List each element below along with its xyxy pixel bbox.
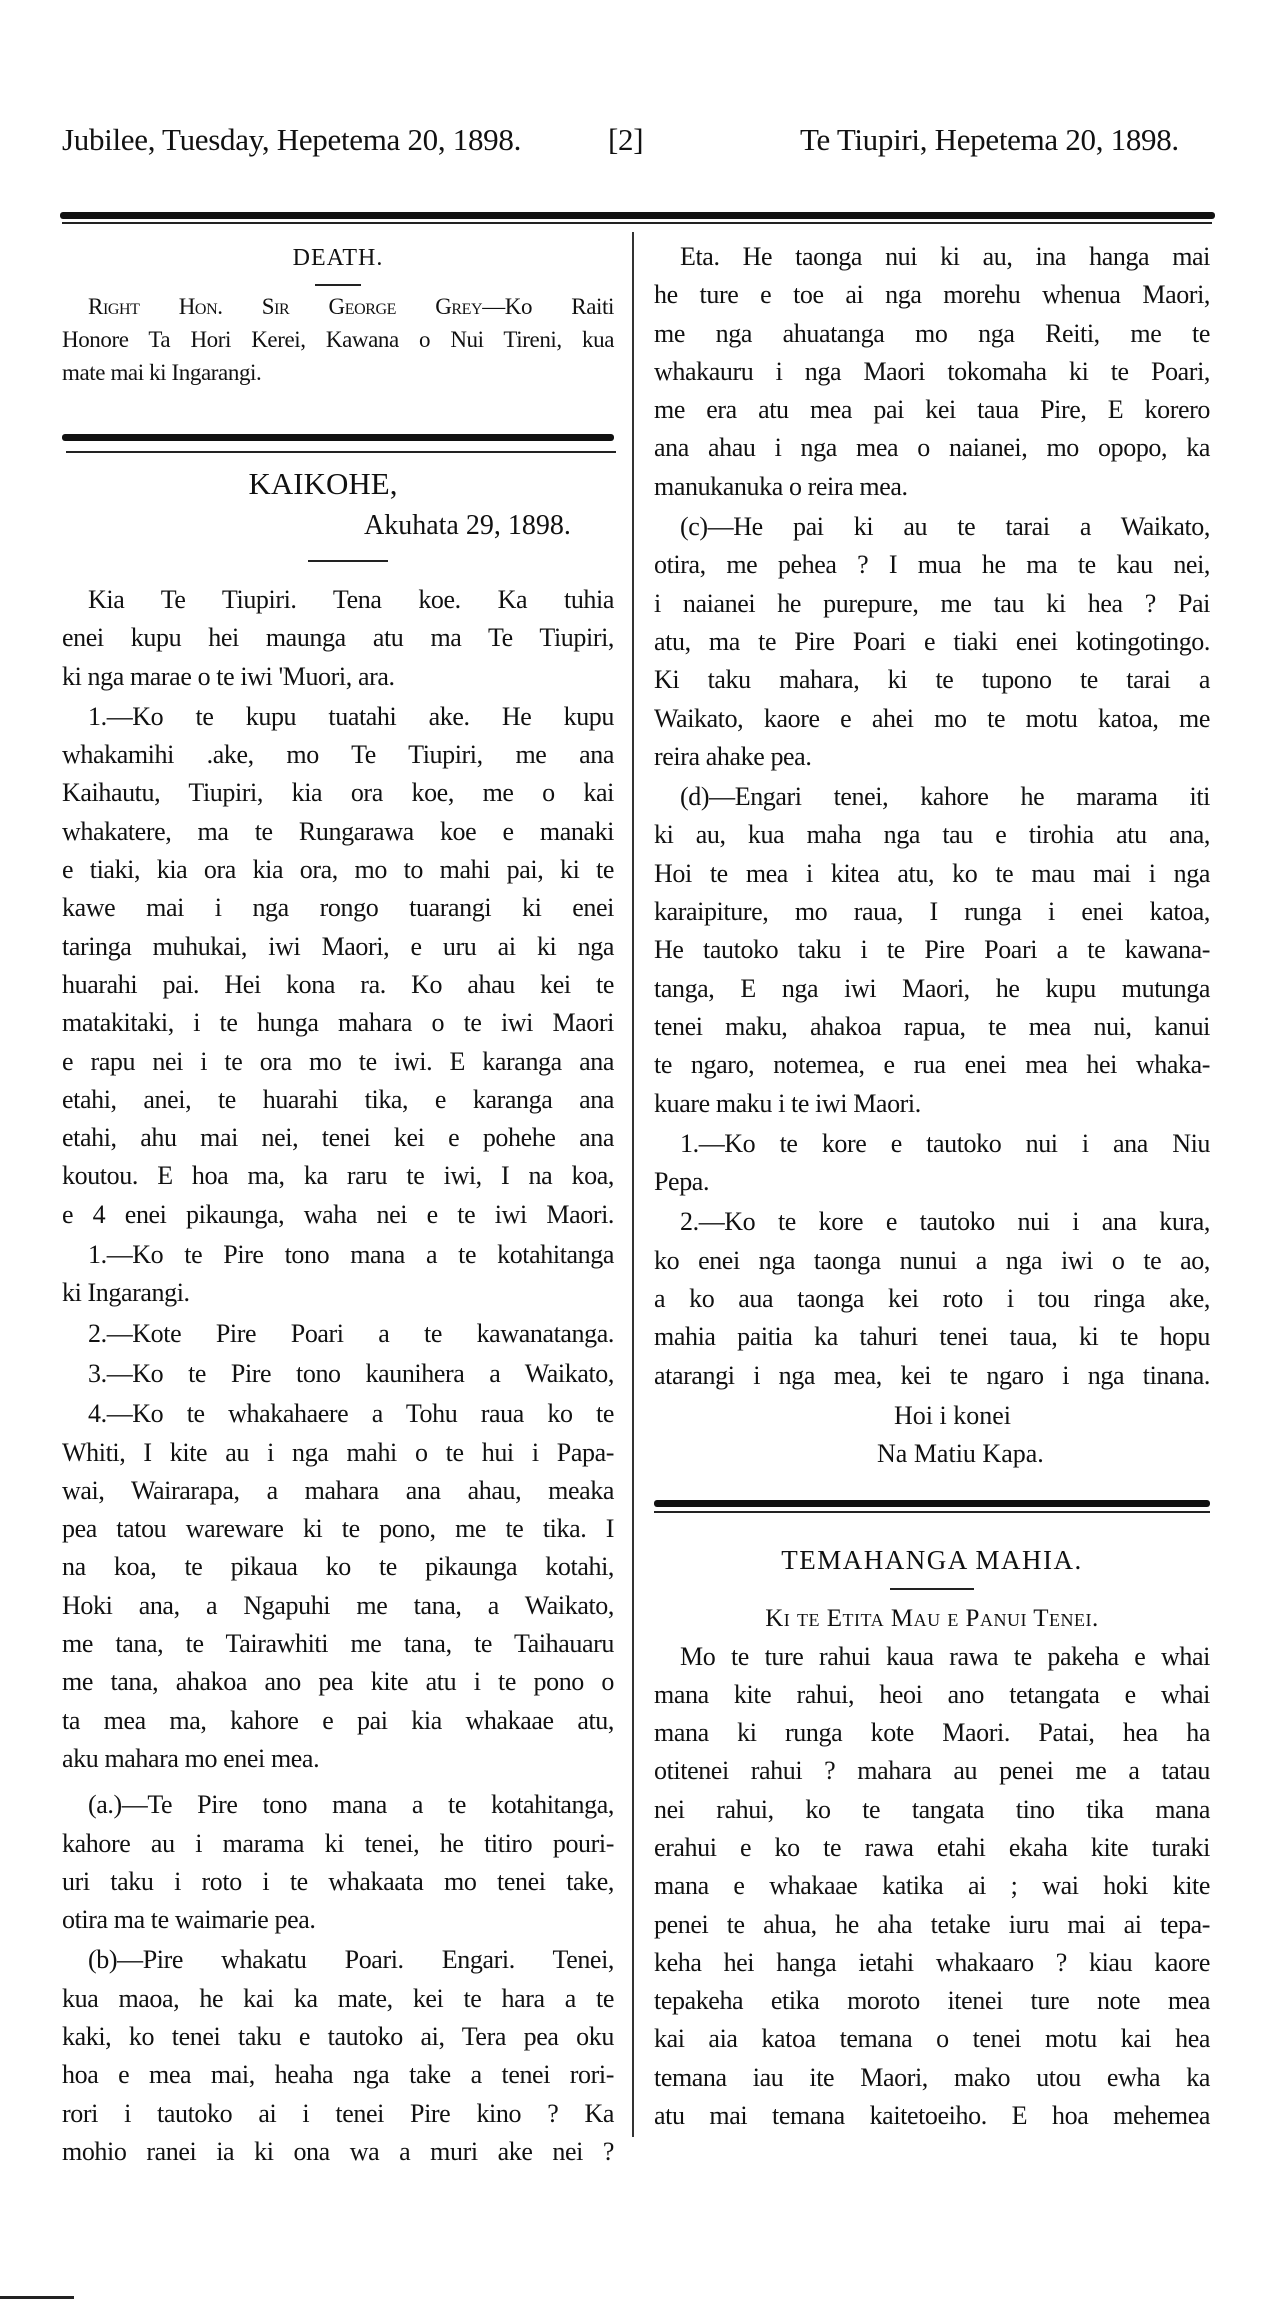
text-line: hoa e mea mai, heaha nga take a tenei rori-: [62, 2060, 614, 2090]
paragraph: [62, 1786, 614, 1939]
text-line: etahi, ahu mai nei, tenei kei e pohehe ana: [62, 1123, 614, 1153]
text-line: 1.—Ko te kupu tuatahi ake. He kupu: [88, 701, 614, 731]
text-line: 4.—Ko te whakahaere a Tohu raua ko te: [88, 1399, 614, 1429]
text-line: uri taku i roto i te whakaata mo tenei take,: [62, 1866, 614, 1896]
text-line: 1.—Ko te kore e tautoko nui i ana Niu: [680, 1128, 1210, 1158]
right-column: [654, 238, 1210, 2137]
text-line: He tautoko taku i te Pire Poari a te kawana-: [654, 935, 1210, 965]
text-line: ki au, kua maha nga tau e tirohia atu ana,: [654, 820, 1210, 850]
temahanga-title: TEMAHANGA MAHIA.: [781, 1544, 1083, 1575]
death-text-line: Honore Ta Hori Kerei, Kawana o Nui Tireni, kua: [62, 327, 614, 352]
text-line: Eta. He taonga nui ki au, ina hanga mai: [680, 242, 1210, 271]
short-rule: [308, 560, 388, 562]
text-line: he ture e toe ai nga morehu whenua Maori,: [654, 280, 1210, 310]
text-line: aku mahara mo enei mea.: [62, 1743, 320, 1773]
signoff-author: Na Matiu Kapa.: [877, 1439, 1044, 1469]
running-header-left: Jubilee, Tuesday, Hepetema 20, 1898.: [62, 122, 522, 157]
deceased-name: Right Hon. Sir George Grey: [88, 294, 483, 319]
text-line: a ko aua taonga kei roto i tou ringa ake,: [654, 1284, 1210, 1314]
text-line: Pepa.: [654, 1167, 710, 1197]
text-line: (a.)—Te Pire tono mana a te kotahitanga,: [88, 1790, 614, 1820]
text-line: otira, me pehea ? I mua he ma te kau nei,: [654, 550, 1210, 580]
text-line: e tiaki, kia ora kia ora, mo to mahi pai, ki te: [62, 855, 614, 885]
text-line: me era atu mea pai kei taua Pire, E korero: [654, 395, 1210, 425]
text-line: kuare maku i te iwi Maori.: [654, 1088, 921, 1118]
text-line: temana iau ite Maori, mako utou ewha ka: [654, 2062, 1210, 2092]
paragraph: [62, 1315, 614, 1353]
paragraph: [62, 1355, 614, 1393]
text-line: taringa muhukai, iwi Maori, e uru ai ki nga: [62, 931, 614, 961]
text-line: kawe mai i nga rongo tuarangi ki enei: [62, 893, 614, 923]
text-line: (b)—Pire whakatu Poari. Engari. Tenei,: [88, 1945, 614, 1975]
death-text-line: mate mai ki Ingarangi.: [62, 360, 262, 385]
paragraph: [654, 1638, 1210, 2136]
text-line: i naianei he purepure, me tau ki hea ? Pai: [654, 588, 1210, 618]
death-line: [62, 290, 614, 323]
paragraph: [62, 1236, 614, 1313]
text-line: mahia paitia ka tahuri tenei taua, ki te hopu: [654, 1322, 1210, 1352]
paragraph: [654, 238, 1210, 506]
text-line: matakitaki, i te hunga mahara o te iwi Maori: [62, 1008, 614, 1038]
text-line: penei te ahua, he aha tetake iuru mai ai tepa-: [654, 1909, 1210, 1939]
text-line: mana e whakaae katika ai ; wai hoki kite: [654, 1871, 1210, 1901]
text-line: wai, Wairarapa, a mahara ana ahau, meaka: [62, 1475, 614, 1505]
text-line: mana kite rahui, heoi ano tetangata e whai: [654, 1679, 1210, 1709]
section-rule-thick: [62, 434, 614, 441]
text-line: huarahi pai. Hei kona ra. Ko ahau kei te: [62, 969, 614, 999]
text-line: tanga, E nga iwi Maori, he kupu mutunga: [654, 973, 1210, 1003]
section-rule-thick: [654, 1500, 1210, 1507]
signoff-line: Hoi i konei: [894, 1400, 1011, 1430]
text-line: ana ahau i nga mea o naianei, mo opopo, ka: [654, 433, 1210, 463]
text-line: karaipiture, mo raua, I runga i enei katoa,: [654, 897, 1210, 927]
temahanga-subtitle: Ki te Etita Mau e Panui Tenei.: [765, 1604, 1099, 1632]
running-header-right: Te Tiupiri, Hepetema 20, 1898.: [800, 122, 1179, 157]
text-line: kua maoa, he kai ka mate, kei te hara a te: [62, 1983, 614, 2013]
text-line: enei kupu hei maunga atu ma Te Tiupiri,: [62, 623, 614, 653]
text-line: rori i tautoko ai i tenei Pire kino ? Ka: [62, 2098, 614, 2128]
death-line-rest: —Ko Raiti: [482, 294, 614, 319]
text-line: ta mea ma, kahore e pai kia whakaae atu,: [62, 1705, 614, 1735]
text-line: whakauru i nga Maori tokomaha ki te Poari,: [654, 356, 1210, 386]
death-notice: [62, 240, 614, 389]
text-line: me tana, ahakoa ano pea kite atu i te pono o: [62, 1667, 614, 1697]
text-line: me nga ahuatanga mo nga Reiti, me te: [654, 318, 1210, 348]
text-line: 2.—Ko te kore e tautoko nui i ana kura,: [680, 1207, 1210, 1237]
text-line: otira ma te waimarie pea.: [62, 1905, 316, 1935]
section-divider: [654, 1474, 1210, 1538]
text-line: manukanuka o reira mea.: [654, 471, 908, 501]
death-title: DEATH.: [292, 245, 384, 271]
text-line: tepakeha etika moroto itenei ture note mea: [654, 1986, 1210, 2016]
text-line: etahi, anei, te huarahi tika, e karanga ana: [62, 1084, 614, 1114]
text-line: (c)—He pai ki au te tarai a Waikato,: [680, 512, 1210, 542]
text-line: keha hei hanga ietahi whakaaro ? kiau kaore: [654, 1947, 1210, 1977]
text-line: Kaihautu, Tiupiri, kia ora koe, me o kai: [62, 778, 614, 808]
text-line: kahore au i marama ki tenei, he titiro pouri-: [62, 1828, 614, 1858]
scan-edge-mark: [0, 2296, 74, 2299]
text-line: erahui e ko te rawa etahi ekaha kite turaki: [654, 1832, 1210, 1862]
section-rule-thin: [66, 451, 616, 453]
kaikohe-title: KAIKOHE,: [248, 466, 398, 501]
text-line: mohio ranei ia ki ona wa a muri ake nei ?: [62, 2136, 614, 2166]
short-rule: [315, 284, 361, 286]
header-rule-thin: [62, 222, 1212, 224]
text-line: me tana, te Tairawhiti me tana, te Taihauaru: [62, 1629, 614, 1659]
text-line: pea tatou wareware ki te pono, me te tika. I: [62, 1514, 614, 1544]
text-line: atu, ma te Pire Poari e tiaki enei kotingotingo.: [654, 626, 1210, 656]
text-line: whakamihi .ake, mo Te Tiupiri, me ana: [62, 740, 614, 770]
paragraph: [62, 581, 614, 696]
text-line: 3.—Ko te Pire tono kaunihera a Waikato,: [88, 1358, 614, 1388]
section-rule-thin: [654, 1511, 1210, 1513]
paragraph: [654, 1125, 1210, 1202]
paragraph: [62, 1941, 614, 2171]
text-line: koutou. E hoa ma, ka raru te iwi, I na koa,: [62, 1161, 614, 1191]
paragraph: [654, 778, 1210, 1123]
text-line: Hoki ana, a Ngapuhi me tana, a Waikato,: [62, 1590, 614, 1620]
text-line: te ngaro, notemea, e rua enei mea hei whaka-: [654, 1050, 1210, 1080]
column-divider: [632, 232, 634, 2137]
text-line: whakatere, ma te Rungarawa koe e manaki: [62, 816, 614, 846]
paragraph: [654, 508, 1210, 776]
text-line: na koa, te pikaua ko te pikaunga kotahi,: [62, 1552, 614, 1582]
text-line: Ki taku mahara, ki te tupono te tarai a: [654, 665, 1210, 695]
text-line: Waikato, kaore e ahei mo te motu katoa, me: [654, 703, 1210, 733]
kaikohe-date: Akuhata 29, 1898.: [364, 510, 571, 541]
short-rule: [890, 1588, 974, 1590]
text-line: reira ahake pea.: [654, 741, 812, 771]
text-line: mana ki runga kote Maori. Patai, hea ha: [654, 1718, 1210, 1748]
text-line: Mo te ture rahui kaua rawa te pakeha e whai: [680, 1641, 1210, 1671]
text-line: Hoi te mea i kitea atu, ko te mau mai i nga: [654, 858, 1210, 888]
text-line: Kia Te Tiupiri. Tena koe. Ka tuhia: [88, 585, 614, 614]
header-rule-thick: [60, 212, 1215, 219]
text-line: (d)—Engari tenei, kahore he marama iti: [680, 782, 1210, 812]
text-line: e 4 enei pikaunga, waha nei e te iwi Maori.: [62, 1199, 614, 1229]
paragraph: [654, 1203, 1210, 1394]
text-line: otitenei rahui ? mahara au penei me a tatau: [654, 1756, 1210, 1786]
text-line: atarangi i nga mea, kei te ngaro i nga tinana.: [654, 1360, 1210, 1390]
paragraph: [62, 698, 614, 1234]
text-line: e rapu nei i te ora mo te iwi. E karanga ana: [62, 1046, 614, 1076]
text-line: Whiti, I kite au i nga mahi o te hui i Papa-: [62, 1437, 614, 1467]
text-line: atu mai temana kaitetoeiho. E hoa mehemea: [654, 2101, 1210, 2131]
text-line: 1.—Ko te Pire tono mana a te kotahitanga: [88, 1240, 614, 1270]
text-line: ki nga marae o te iwi 'Muori, ara.: [62, 661, 395, 691]
text-line: kai aia katoa temana o tenei motu kai hea: [654, 2024, 1210, 2054]
text-line: nei rahui, ko te tangata tino tika mana: [654, 1794, 1210, 1824]
text-line: 2.—Kote Pire Poari a te kawanatanga.: [88, 1318, 614, 1348]
text-line: kaki, ko tenei taku e tautoko ai, Tera pea oku: [62, 2021, 614, 2051]
text-line: ki Ingarangi.: [62, 1278, 190, 1308]
paragraph: [62, 1395, 614, 1778]
page-number: [2]: [608, 122, 644, 157]
text-line: ko enei nga taonga nunui a nga iwi o te ao,: [654, 1245, 1210, 1275]
text-line: tenei maku, ahakoa rapua, te mea nui, kanui: [654, 1011, 1210, 1041]
kaikohe-letter: [62, 464, 614, 2173]
